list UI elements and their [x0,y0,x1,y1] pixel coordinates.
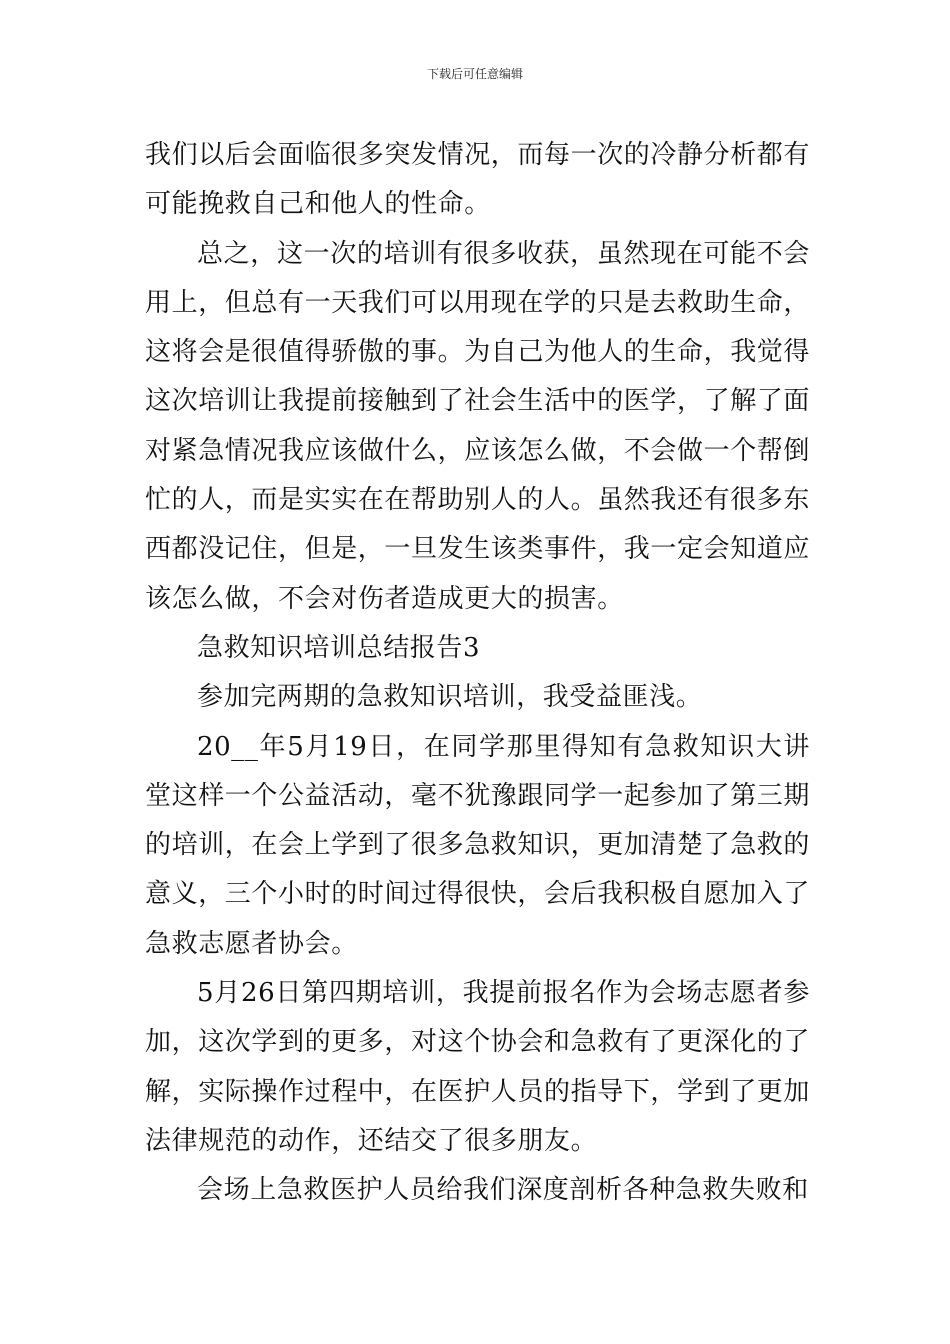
paragraph-6: 会场上急救医护人员给我们深度剖析各种急救失败和 [197,1175,809,1206]
page-header: 下载后可任意编辑 [426,67,523,81]
paragraph-4: 20__年5月19日，在同学那里得知有急救知识大讲堂这样一个公益活动，毫不犹豫跟同学一起参加了第三期的培训，在会上学到了很多急救知识，更加清楚了急救的意义，三个小时的时间过得很快，会后我积极自愿加入了急救志愿者协会。 [145,731,811,959]
paragraph-5: 5月26日第四期培训，我提前报名作为会场志愿者参加，这次学到的更多，对这个协会和急救有了更深化的了解，实际操作过程中，在医护人员的指导下，学到了更加法律规范的动作，还结交了很多朋友。 [145,978,811,1156]
paragraph-1: 我们以后会面临很多突发情况，而每一次的冷静分析都有可能挽救自己和他人的性命。 [145,140,811,220]
section-heading: 急救知识培训总结报告3 [197,632,481,663]
paragraph-3: 参加完两期的急救知识培训，我受益匪浅。 [197,682,703,713]
document-body [145,131,810,1216]
paragraph-2: 总之，这一次的培训有很多收获，虽然现在可能不会用上，但总有一天我们可以用现在学的只是去救助生命，这将会是很值得骄傲的事。为自己为他人的生命，我觉得这次培训让我提前接触到了社会生活中的医学，了解了面对紧急情况我应该做什么，应该怎么做，不会做一个帮倒忙的人，而是实实在在帮助别人的人。虽然我还有很多东西都没记住，但是，一旦发生该类事件，我一定会知道应该怎么做，不会对伤者造成更大的损害。 [145,238,811,614]
